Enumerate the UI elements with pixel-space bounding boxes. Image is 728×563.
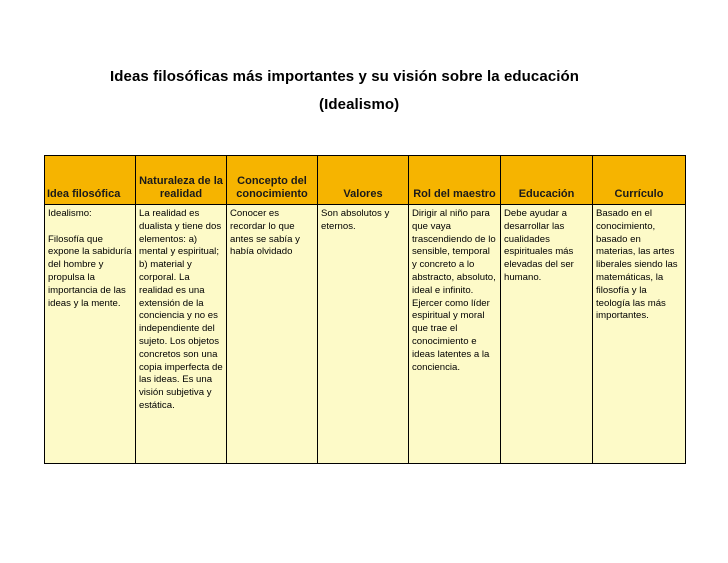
cell-rol-maestro [409,205,501,464]
header-valores: Valores [318,156,409,205]
cell-idea-filosofica [45,205,136,464]
header-educacion: Educación [501,156,593,205]
cell-text: Basado en el conocimiento, basado en materias, las artes liberales siendo las matemáticas, la filosofía y la teología las más importantes. [596,208,678,322]
cell-curriculo [593,205,686,464]
cell-text: Son absolutos y eternos. [321,208,390,232]
cell-text: Dirigir al niño para que vaya trascendiendo de lo sensible, temporal y concreto a lo abstracto, absoluto, ideal e infinito. Ejercer como líder espiritual y moral que trae el conocimiento e ideas latentes a la conciencia. [412,208,496,373]
header-concepto-conocimiento: Concepto del conocimiento [227,156,318,205]
cell-text: Conocer es recordar lo que antes se sabía y había olvidado [230,208,300,258]
header-rol-maestro: Rol del maestro [409,156,501,205]
header-naturaleza-realidad: Naturaleza de la realidad [136,156,227,205]
cell-educacion [501,205,593,464]
cell-text: Idealismo: Filosofía que expone la sabiduría del hombre y propulsa la importancia de las ideas y la mente. [48,208,132,309]
title-subtitle: (Idealismo) [319,96,400,113]
cell-text: Debe ayudar a desarrollar las cualidades espirituales más elevadas del ser humano. [504,208,574,283]
cell-text: La realidad es dualista y tiene dos elementos: a) mental y espiritual; b) material y corporal. La realidad es una extensión de la conciencia y no es independiente del sujeto. Los objetos concretos son una copia imperfecta de las ideas. Es una visión subjetiva y estática. [139,208,223,411]
title-main: Ideas filosóficas más importantes y su visión sobre la educación [110,68,580,85]
cell-concepto-conocimiento [227,205,318,464]
table-header-row [45,156,686,205]
header-idea-filosofica: Idea filosófica [45,156,136,205]
cell-naturaleza-realidad [136,205,227,464]
cell-valores [318,205,409,464]
table-row [45,205,686,464]
header-curriculo: Currículo [593,156,686,205]
philosophy-table [44,155,686,464]
